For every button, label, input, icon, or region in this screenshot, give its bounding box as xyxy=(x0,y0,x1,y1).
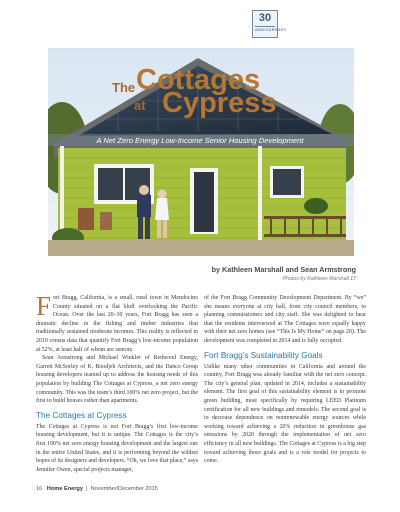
badge-number: 30 xyxy=(258,12,272,24)
section-heading-cottages: The Cottages at Cypress xyxy=(36,410,127,420)
sustainability-paragraph: Unlike many other communities in California and around the country, Fort Bragg was already familiar with the net zero concept. The city’s general plan, updated in 2014, includes a sustainability element. The first goal of this sustainability element is to promote green building, most specifically by requiring LEED Platinum certification for all new buildings and remodels. The second goal is to decrease dependence on nonrenewable energy sources while working toward achieving a 20% reduction in greenhouse gas emissions by 2020 through the implementation of net zero efficiency in all new buildings. The Cottages at Cypress is a big step toward achieving those goals and is a role model for projects to come. xyxy=(204,363,366,465)
title-word-cottages: Cottages xyxy=(136,64,261,96)
cottages-paragraph: The Cottages at Cypress is not Fort Bragg’s first low-income housing development, but it is unique. The Cottages is the city’s first 100% net zero energy housing development and the largest one in the entire United States, and it is performing beyond the wildest hopes of its designers and developers. “Oh, we love that place,” says Jennifer Owen, special projects manager, xyxy=(36,423,198,473)
intro-text: ort Bragg, California, is a small, rural town in Mendocino County situated on a flat bluff overlooking the Pacific Ocean. Over the last 20–30 years, Fort Bragg has seen a dramatic decline in the fishing and timber industries that traditionally sustained moderate incomes. This reality is reflected in 2010 census data that quantify Fort Bragg’s low-income population at 52%, at least half of whom are seniors. xyxy=(36,295,198,353)
byline: by Kathleen Marshall and Sean Armstrong xyxy=(211,265,356,274)
magazine-name: Home Energy xyxy=(46,486,83,492)
anniversary-badge xyxy=(252,10,287,38)
intro-paragraph xyxy=(36,291,198,354)
photo-credit-text: Photos by Kathleen Marshall xyxy=(282,276,349,282)
badge-label: ANNIVERSARY xyxy=(255,27,287,32)
section-heading-sustainability: Fort Bragg’s Sustainability Goals xyxy=(204,350,323,360)
article-title xyxy=(100,62,310,124)
page-footer: 16 Home Energy | November/December 2015 xyxy=(36,486,158,492)
page-number: 16 xyxy=(36,486,43,492)
issue-date: November/December 2015 xyxy=(90,486,158,492)
left-column xyxy=(36,291,198,474)
title-word-cypress: Cypress xyxy=(162,87,277,119)
city-paragraph: of the Fort Bragg Community Development Department. By “we” she means everyone at city hall, from city council members, to planning commissioners and city staff. She was delighted to hear that the residents interviewed at The Cottages were equally happy with their net zero homes (see “This Is My Home” on page 20). The development was completed in 2014 and is fully occupied. xyxy=(204,295,366,344)
article-subtitle: A Net Zero Energy Low-Income Senior Housing Development xyxy=(96,136,304,145)
title-the: The xyxy=(112,80,136,95)
photo-credit-page: 17 xyxy=(350,276,356,282)
right-column xyxy=(204,294,366,466)
photo-credit xyxy=(283,276,356,282)
team-paragraph: Sean Armstrong and Michael Winkler of Redwood Energy, Garrett McSorley of K. Boodjeh Architects, and the Danco Group housing developers teamed up to address the housing needs of this population by building The Cottages at Cypress, a net zero energy community. This was the team’s third 100% net zero project, but the first to build houses rather than apartments. xyxy=(36,355,198,405)
drop-cap: F xyxy=(36,291,52,321)
title-at: at xyxy=(134,98,146,113)
